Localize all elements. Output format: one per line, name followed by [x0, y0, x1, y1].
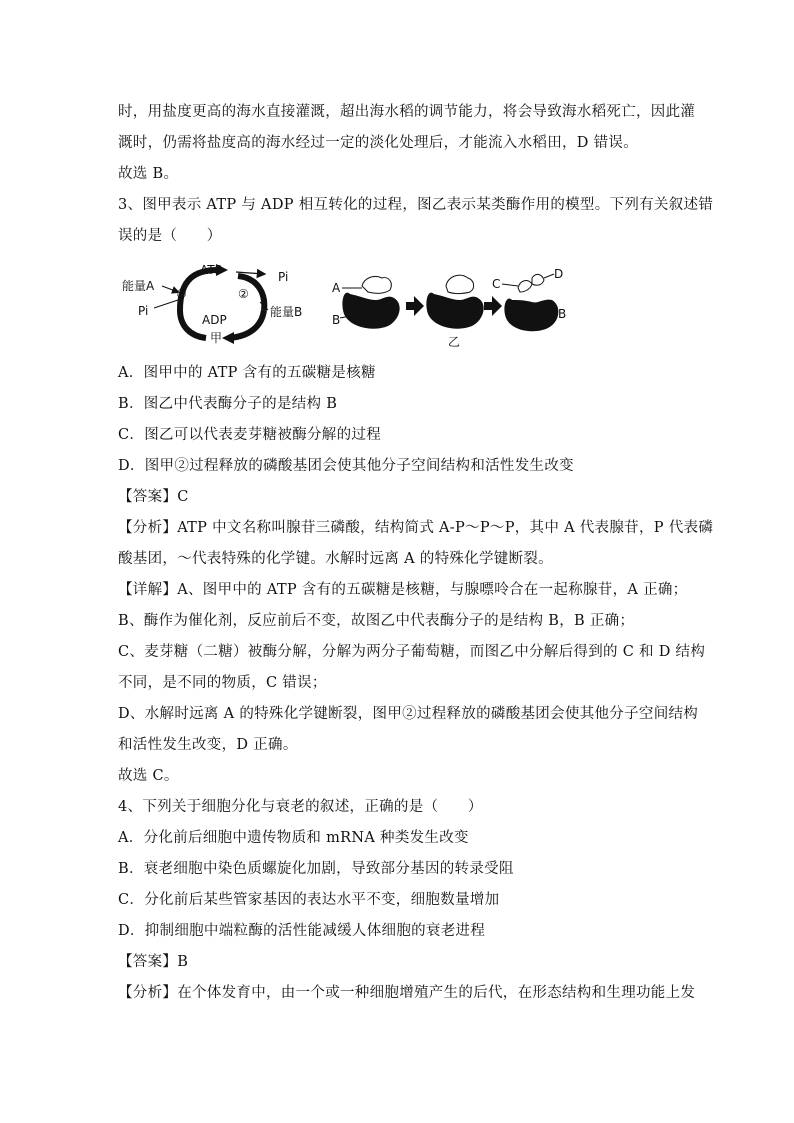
cycle-arrow-2	[222, 332, 234, 344]
detail-3: C、麦芽糖（二糖）被酶分解，分解为两分子葡萄糖，而图乙中分解后得到的 C 和 D 结构	[118, 644, 706, 660]
option-b: B．衰老细胞中染色质螺旋化加剧，导致部分基因的转录受阻	[118, 861, 514, 877]
analysis-3: 【分析】ATP 中文名称叫腺苷三磷酸，结构简式 A-P～P～P，其中 A 代表腺苷，P 代表磷	[118, 520, 714, 536]
step-2-label: ②	[238, 287, 249, 301]
step-1-label: ①	[176, 287, 187, 301]
option-a: A．图甲中的 ATP 含有的五碳糖是核糖	[118, 365, 376, 381]
caption-jia: 甲	[210, 331, 223, 345]
detail-3: 不同，是不同的物质，C 错误；	[118, 675, 327, 691]
text-line: 时，用盐度更高的海水直接灌溉，超出海水稻的调节能力，将会导致海水稻死亡，因此灌	[118, 104, 696, 120]
question-4-stem: 4、下列关于细胞分化与衰老的叙述，正确的是（ ）	[118, 799, 483, 815]
pi-in-line	[154, 300, 178, 308]
text-line: 故选 B。	[118, 166, 179, 182]
diagram-yi	[332, 267, 566, 349]
option-d: D．图甲②过程释放的磷酸基团会使其他分子空间结构和活性发生改变	[118, 458, 574, 474]
energy-b-label: 能量B	[270, 305, 303, 319]
question-3-stem: 误的是（ ）	[118, 228, 222, 244]
choice-3: 故选 C。	[118, 768, 179, 784]
analysis-3: 酸基团，～代表特殊的化学键。水解时远离 A 的特殊化学键断裂。	[118, 551, 553, 567]
d-line	[544, 274, 554, 278]
detail-3: 和活性发生改变，D 正确。	[118, 737, 298, 753]
process-arrow-1	[406, 296, 424, 316]
atp-label: ATP	[200, 263, 222, 277]
label-b2: B	[558, 307, 567, 321]
adp-label: ADP	[202, 313, 227, 327]
enzyme-3	[504, 299, 558, 332]
substrate-1	[362, 276, 391, 293]
analysis-4: 【分析】在个体发育中，由一个或一种细胞增殖产生的后代，在形态结构和生理功能上发	[118, 985, 696, 1001]
label-c: C	[492, 277, 501, 291]
option-b: B．图乙中代表酶分子的是结构 B	[118, 396, 338, 412]
product-c	[518, 281, 532, 292]
text-line: 溉时，仍需将盐度高的海水经过一定的淡化处理后，才能流入水稻田，D 错误。	[118, 135, 639, 151]
detail-3: 【详解】A、图甲中的 ATP 含有的五碳糖是核糖，与腺嘌呤合在一起称腺苷，A 正确；	[118, 582, 688, 598]
pi-in-label: Pi	[138, 304, 149, 318]
option-a: A．分化前后细胞中遗传物质和 mRNA 种类发生改变	[118, 830, 469, 846]
option-c: C．分化前后某些管家基因的表达水平不变，细胞数量增加	[118, 892, 500, 908]
label-b1: B	[332, 313, 341, 327]
figure-atp-enzyme	[118, 258, 678, 350]
pi-out-label: Pi	[278, 270, 289, 284]
product-d	[532, 274, 544, 285]
option-c: C．图乙可以代表麦芽糖被酶分解的过程	[118, 427, 381, 443]
enzyme-2	[426, 293, 483, 329]
cycle-arc-3	[230, 310, 264, 338]
enzyme-1	[342, 293, 399, 329]
detail-3: D、水解时远离 A 的特殊化学键断裂，图甲②过程释放的磷酸基团会使其他分子空间结构	[118, 706, 699, 722]
energy-a-label: 能量A	[122, 279, 155, 293]
answer-3: 【答案】C	[118, 489, 189, 505]
label-a: A	[332, 281, 341, 295]
substrate-2	[446, 275, 474, 293]
process-arrow-2	[484, 296, 502, 316]
c-line	[502, 284, 518, 286]
question-3-stem: 3、图甲表示 ATP 与 ADP 相互转化的过程，图乙表示某类酶作用的模型。下列有关叙述错	[118, 197, 714, 213]
label-d: D	[554, 267, 564, 281]
caption-yi: 乙	[448, 335, 461, 349]
answer-4: 【答案】B	[118, 954, 189, 970]
diagram-jia	[122, 263, 302, 345]
option-d: D．抑制细胞中端粒酶的活性能减缓人体细胞的衰老进程	[118, 923, 486, 939]
detail-3: B、酶作为催化剂，反应前后不变，故图乙中代表酶分子的是结构 B，B 正确；	[118, 613, 635, 629]
